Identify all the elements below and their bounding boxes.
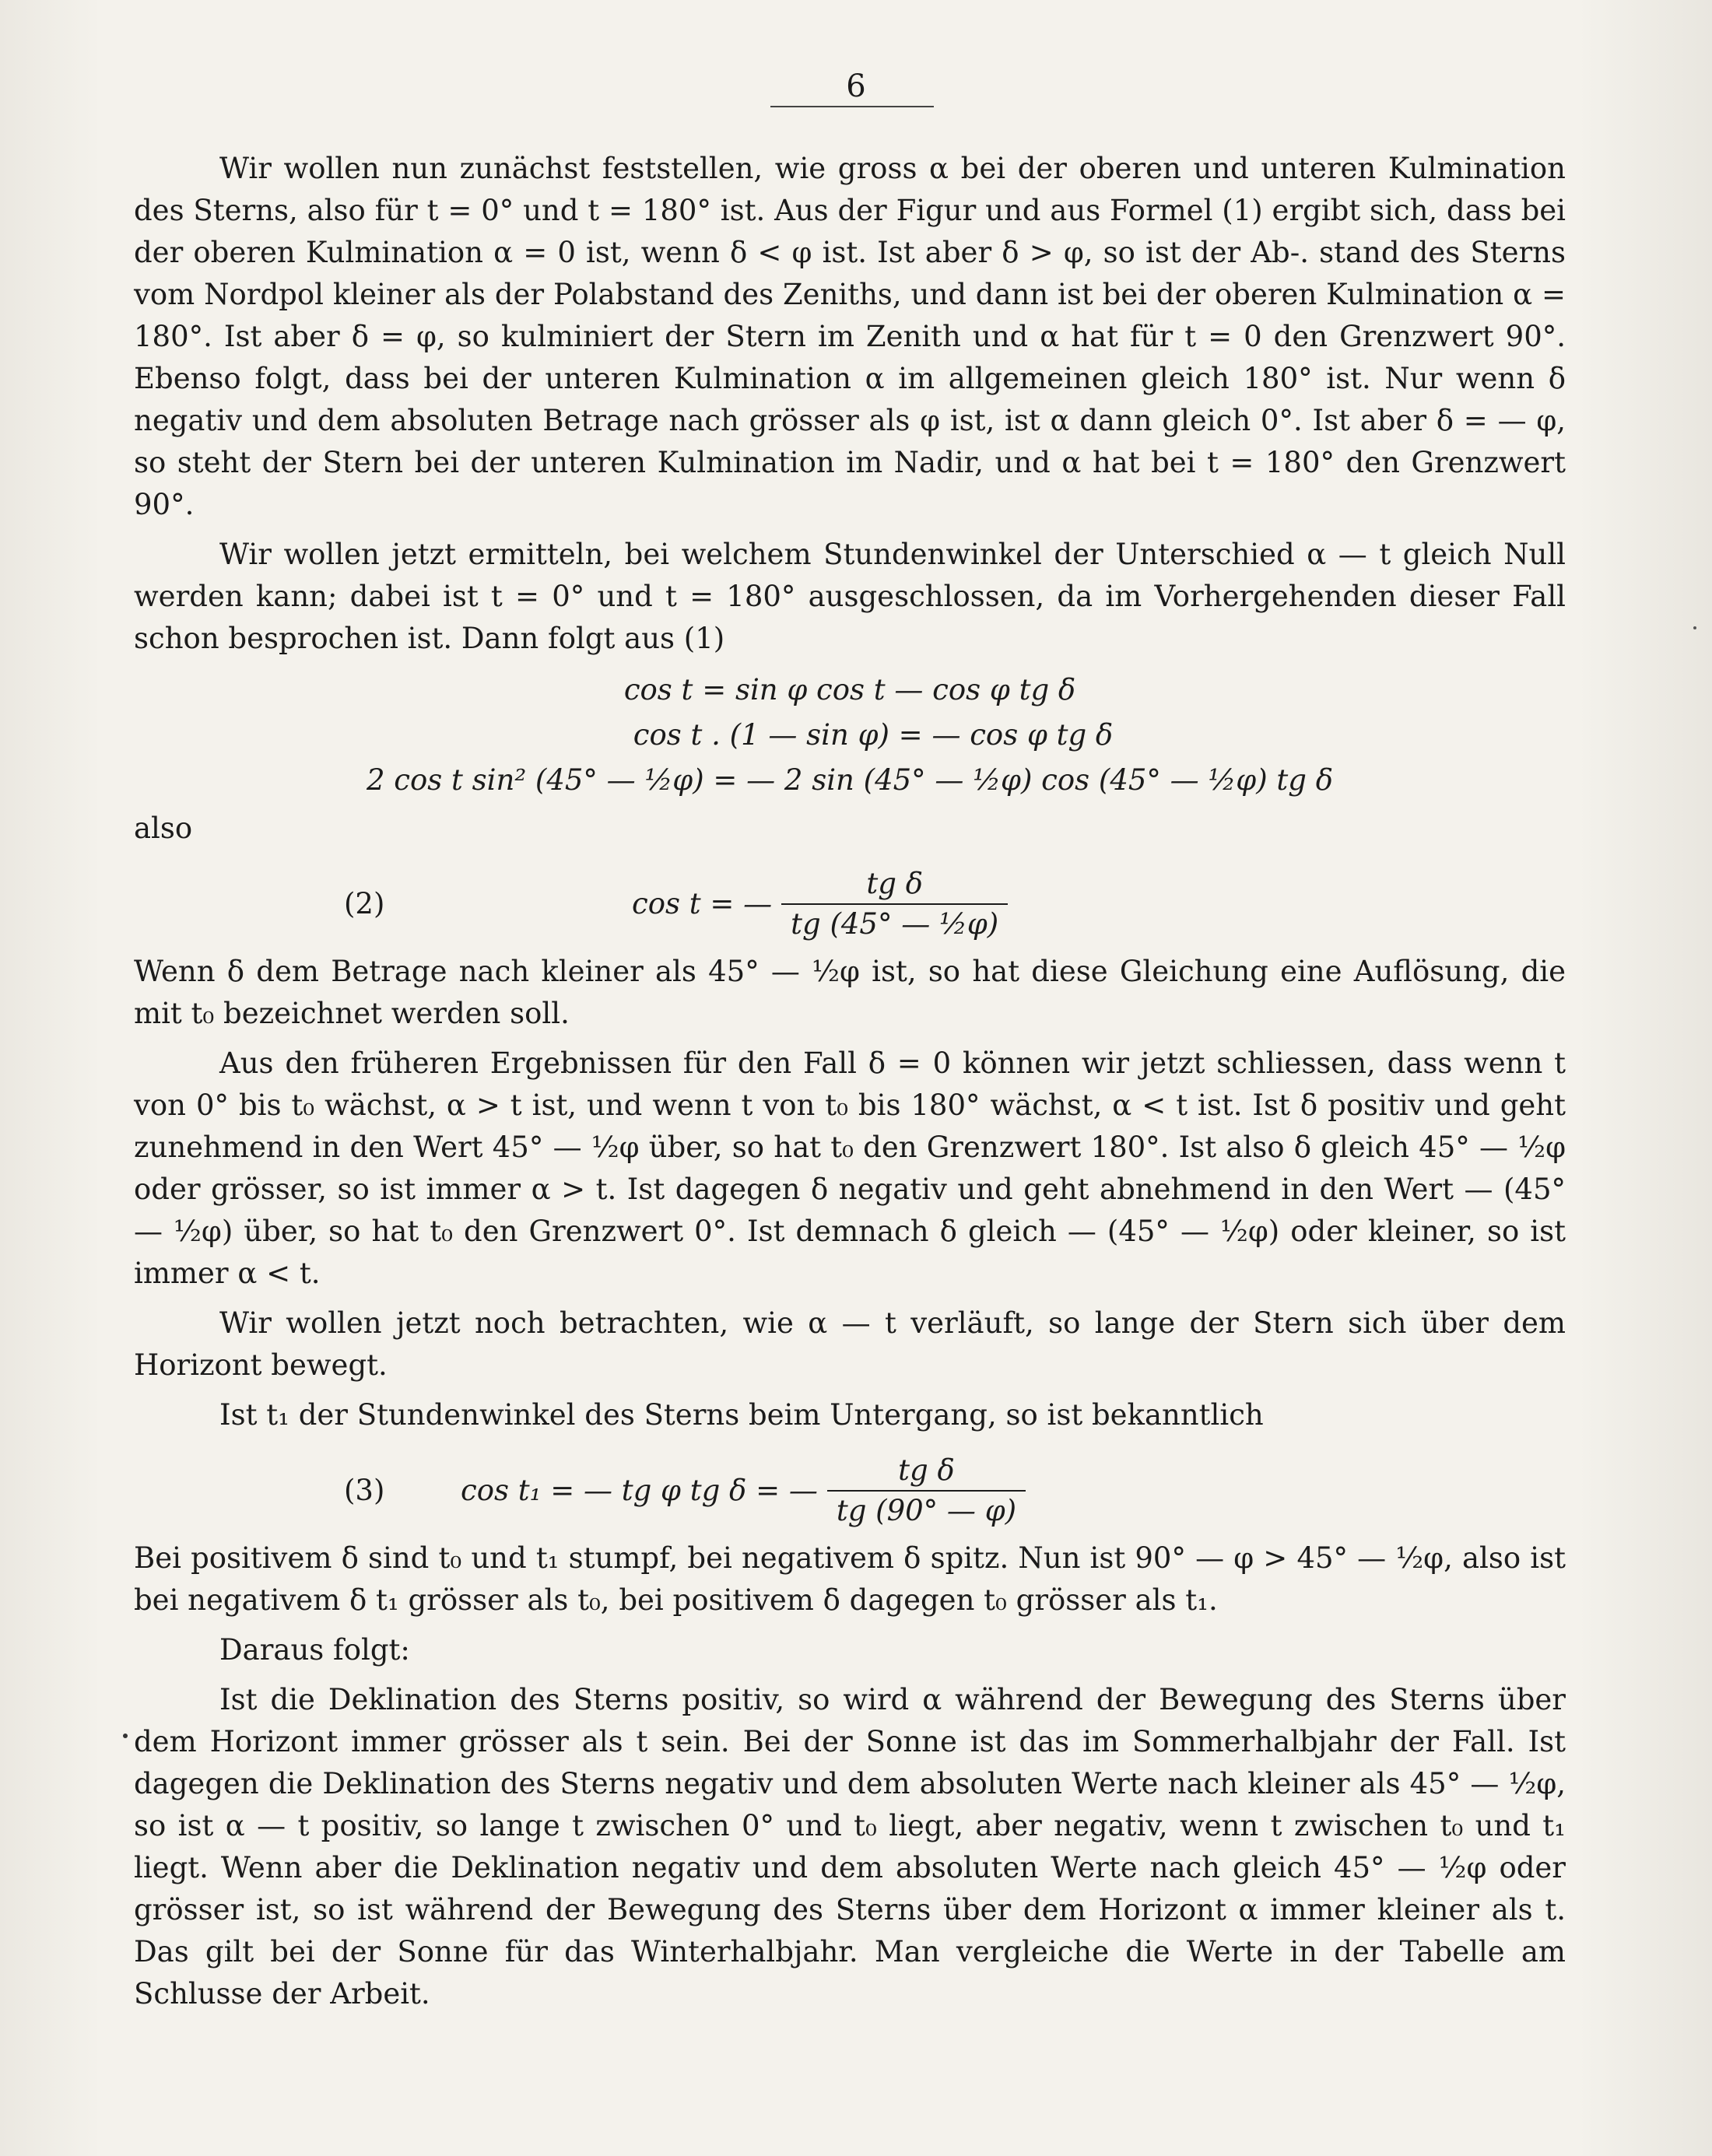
equation-3-lhs: cos t₁ = — tg φ tg δ = — xyxy=(461,1474,818,1507)
paragraph-obtuse: Bei positivem δ sind t₀ und t₁ stumpf, bei negativem δ spitz. Nun ist 90° — φ > 45° — ½φ, also ist bei negativem δ t₁ grösser als t₀, bei positivem δ dagegen t₀ grösser als t₁. xyxy=(134,1541,1566,1617)
paragraph-hour-angle: Wir wollen jetzt ermitteln, bei welchem Stundenwinkel der Unterschied α — t gleich Null werden kann; dabei ist t = 0° und t = 180° ausgeschlossen, da im Vorhergehenden dieser Fall schon besprochen ist. Dann folgt aus (1) xyxy=(134,538,1566,655)
equation-a: cos t = sin φ cos t — cos φ tg δ xyxy=(623,673,1076,706)
paragraph-results: Aus den früheren Ergebnissen für den Fall δ = 0 können wir jetzt schliessen, dass wenn t von 0° bis t₀ wächst, α > t ist, und wenn t von t₀ bis 180° wächst, α < t ist. Ist δ positiv und geht zunehmend in den Wert 45° — ½φ über, so hat t₀ den Grenzwert 180°. Ist also δ gleich 45° — ½φ oder grösser, so ist immer α > t. Ist dagegen δ negativ und geht abnehmend in den Wert — (45° — ½φ) über, so hat t₀ den Grenzwert 0°. Ist demnach δ gleich — (45° — ½φ) oder kleiner, so ist immer α < t. xyxy=(134,1046,1566,1290)
text-also: also xyxy=(134,812,193,845)
paragraph-conclusion-intro: Daraus folgt: xyxy=(219,1633,410,1667)
page-number: 6 xyxy=(846,68,866,104)
equation-c: 2 cos t sin² (45° — ½φ) = — 2 sin (45° — ½φ) cos (45° — ½φ) tg δ xyxy=(366,763,1333,797)
edge-mark xyxy=(1693,626,1696,629)
page-body xyxy=(134,148,1566,2023)
equation-3-denominator: tg (90° — φ) xyxy=(827,1490,1026,1530)
margin-dot xyxy=(123,1734,128,1738)
paragraph-conclusion: Ist die Deklination des Sterns positiv, so wird α während der Bewegung des Sterns über dem Horizont immer grösser als t sein. Bei der Sonne ist das im Sommerhalbjahr der Fall. Ist dagegen die Deklination des Sterns negativ und dem absoluten Werte nach kleiner als 45° — ½φ, so ist α — t positiv, so lange t zwischen 0° und t₀ liegt, aber negativ, wenn t zwischen t₀ und t₁ liegt. Wenn aber die Deklination negativ und dem absoluten Werte nach gleich 45° — ½φ oder grösser ist, so ist während der Bewegung des Sterns über dem Horizont α immer kleiner als t. Das gilt bei der Sonne für das Winterhalbjahr. Man vergleiche die Werte in der Tabelle am Schlusse der Arbeit. xyxy=(134,1683,1566,2011)
equation-2-numerator: tg δ xyxy=(866,867,923,900)
equation-2-fraction xyxy=(781,864,1008,944)
paragraph-setting: Ist t₁ der Stundenwinkel des Sterns beim Untergang, so ist bekanntlich xyxy=(219,1398,1264,1432)
equation-2-lhs: cos t = — xyxy=(632,887,773,920)
page-number-rule xyxy=(770,106,934,107)
equation-3-fraction xyxy=(827,1451,1026,1530)
paragraph-solution: Wenn δ dem Betrage nach kleiner als 45° — ½φ ist, so hat diese Gleichung eine Auflösung, die mit t₀ bezeichnet werden soll. xyxy=(134,955,1566,1030)
equation-3 xyxy=(134,1444,1566,1537)
paragraph-culmination: Wir wollen nun zunächst feststellen, wie gross α bei der oberen und unteren Kulmination des Sterns, also für t = 0° und t = 180° ist. Aus der Figur und aus Formel (1) ergibt sich, dass bei der oberen Kulmination α = 0 ist, wenn δ < φ ist. Ist aber δ > φ, so ist der Ab-. stand des Sterns vom Nordpol kleiner als der Polabstand des Zeniths, und dann ist bei der oberen Kulmination α = 180°. Ist aber δ = φ, so kulminiert der Stern im Zenith und α hat für t = 0 den Grenzwert 90°. Ebenso folgt, dass bei der unteren Kulmination α im allgemeinen gleich 180° ist. Nur wenn δ negativ und dem absoluten Betrage nach grösser als φ ist, ist α dann gleich 0°. Ist aber δ = — φ, so steht der Stern bei der unteren Kulmination im Nadir, und α hat bei t = 180° den Grenzwert 90°. xyxy=(134,152,1566,521)
equation-2 xyxy=(134,857,1566,951)
equation-3-number: (3) xyxy=(344,1474,385,1507)
equation-2-denominator: tg (45° — ½φ) xyxy=(781,903,1008,944)
equation-b: cos t . (1 — sin φ) = — cos φ tg δ xyxy=(633,718,1114,752)
paragraph-horizon: Wir wollen jetzt noch betrachten, wie α — t verläuft, so lange der Stern sich über dem Horizont bewegt. xyxy=(134,1306,1566,1382)
equation-2-number: (2) xyxy=(344,887,385,920)
equation-3-numerator: tg δ xyxy=(898,1453,955,1487)
